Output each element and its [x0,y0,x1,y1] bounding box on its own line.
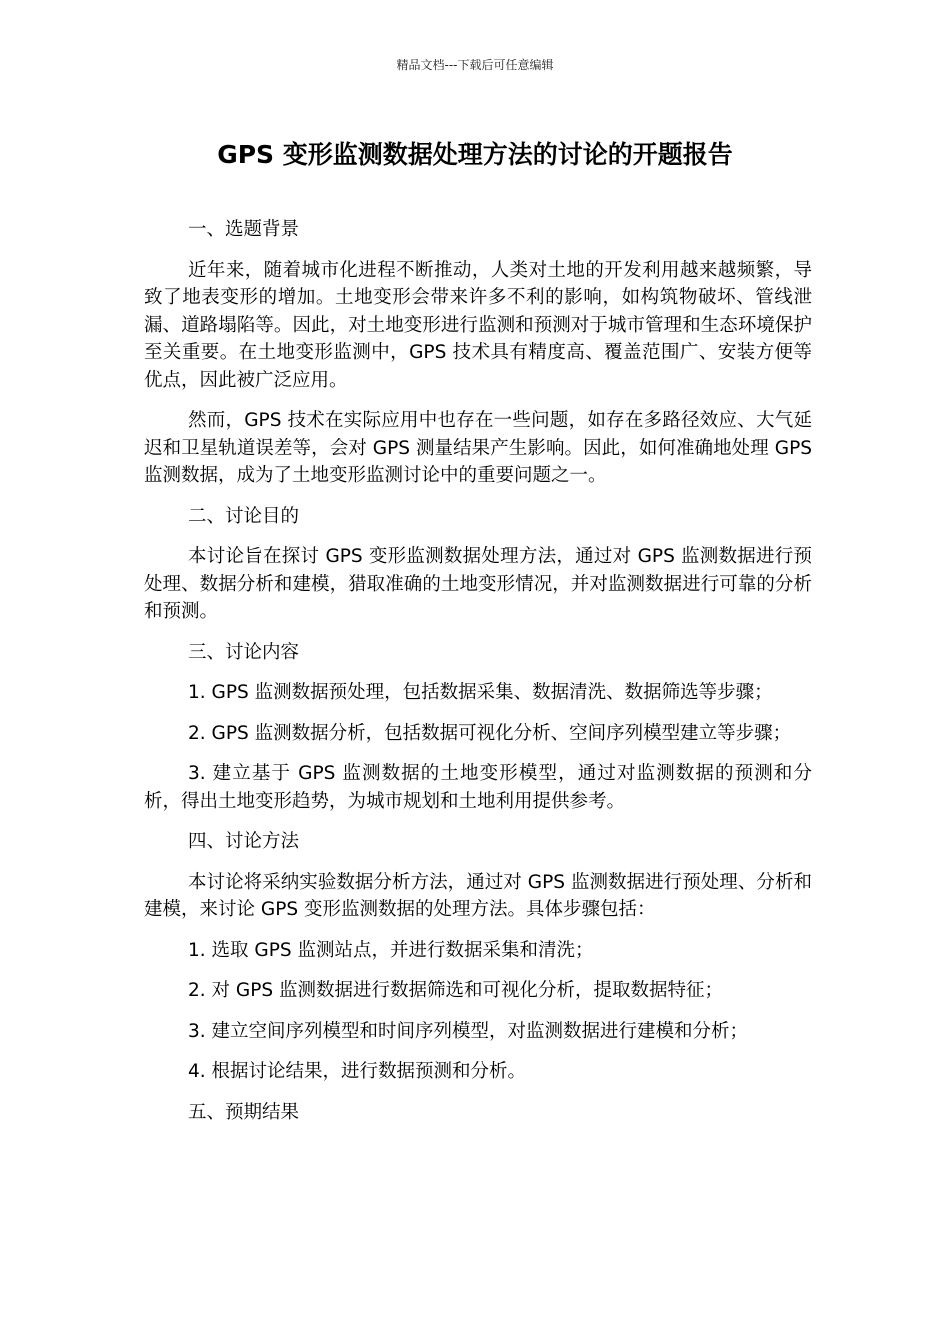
background-paragraph-2: 然而，GPS 技术在实际应用中也存在一些问题，如存在多路径效应、大气延迟和卫星轨道误差等，会对 GPS 测量结果产生影响。因此，如何准确地处理 GPS 监测数据，成为了土地变形监测讨论中的重要问题之一。 [144,410,812,486]
content-item-1: 1. GPS 监测数据预处理，包括数据采集、数据清洗、数据筛选等步骤； [188,682,773,703]
purpose-paragraph: 本讨论旨在探讨 GPS 变形监测数据处理方法，通过对 GPS 监测数据进行预处理、数据分析和建模，猎取准确的土地变形情况，并对监测数据进行可靠的分析和预测。 [144,546,812,622]
section-heading-background: 一、选题背景 [188,219,300,240]
method-step-2: 2. 对 GPS 监测数据进行数据筛选和可视化分析，提取数据特征； [188,980,724,1001]
method-paragraph: 本讨论将采纳实验数据分析方法，通过对 GPS 监测数据进行预处理、分析和建模，来讨论 GPS 变形监测数据的处理方法。具体步骤包括： [144,871,812,920]
content-item-2: 2. GPS 监测数据分析，包括数据可视化分析、空间序列模型建立等步骤； [188,722,792,744]
method-step-4: 4. 根据讨论结果，进行数据预测和分析。 [188,1061,527,1082]
section-heading-expected-results: 五、预期结果 [188,1101,300,1123]
header-note: 精品文档---下载后可任意编辑 [396,58,554,72]
document-title: GPS 变形监测数据处理方法的讨论的开题报告 [217,140,733,169]
section-heading-content: 三、讨论内容 [188,641,300,663]
document-body [144,216,812,1139]
section-heading-method: 四、讨论方法 [188,831,300,852]
method-step-1: 1. 选取 GPS 监测站点，并进行数据采集和清洗； [188,939,594,961]
method-step-3: 3. 建立空间序列模型和时间序列模型，对监测数据进行建模和分析； [188,1020,749,1042]
section-heading-purpose: 二、讨论目的 [188,505,300,527]
content-item-3: 3. 建立基于 GPS 监测数据的土地变形模型，通过对监测数据的预测和分析，得出土地变形趋势，为城市规划和土地利用提供参考。 [144,763,812,812]
background-paragraph-1: 近年来，随着城市化进程不断推动，人类对土地的开发利用越来越频繁，导致了地表变形的增加。土地变形会带来许多不利的影响，如构筑物破坏、管线泄漏、道路塌陷等。因此，对土地变形进行监测和预测对于城市管理和生态环境保护至关重要。在土地变形监测中，GPS 技术具有精度高、覆盖范围广、安装方便等优点，因此被广泛应用。 [144,259,812,391]
